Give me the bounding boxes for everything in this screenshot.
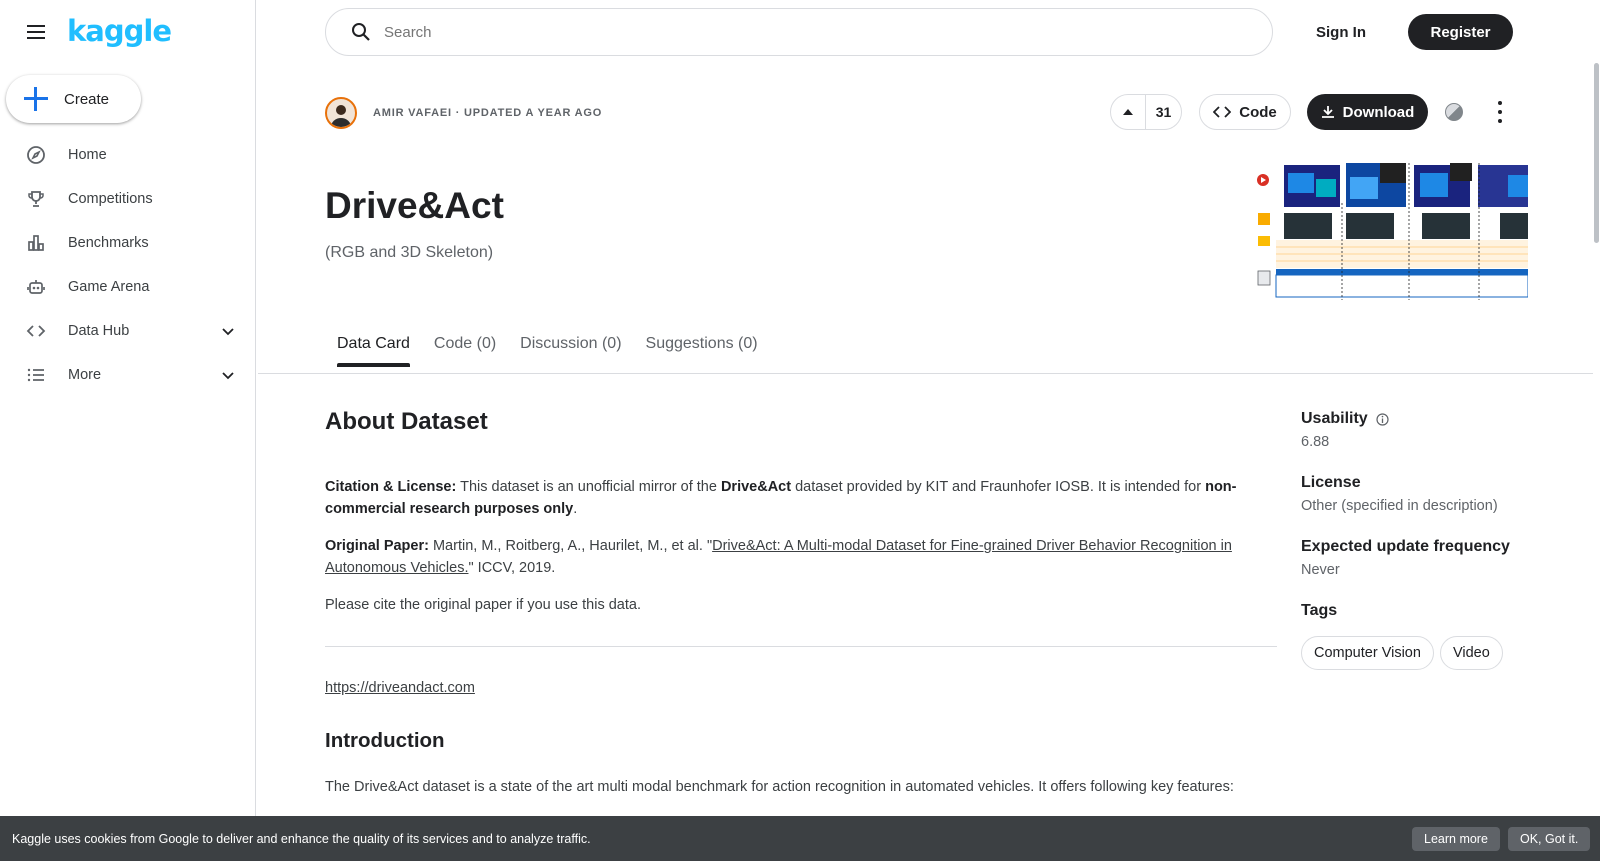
citation-text: dataset provided by KIT and Fraunhofer IOSB. It is intended for	[791, 479, 1206, 495]
website-link[interactable]: https://driveandact.com	[325, 680, 475, 696]
download-button[interactable]	[1307, 94, 1428, 130]
learn-more-button[interactable]: Learn more	[1412, 827, 1500, 851]
sidebar-item-game-arena[interactable]	[0, 265, 256, 309]
citation-bold: Drive&Act	[720, 479, 792, 495]
sidebar-top	[24, 14, 171, 48]
tab-bar	[337, 325, 782, 365]
download-button-label: Download	[1342, 103, 1415, 121]
paper-label: Original Paper:	[325, 538, 429, 554]
upvote-button[interactable]	[1111, 95, 1146, 129]
tag-chip[interactable]: Computer Vision	[1301, 636, 1434, 670]
plus-icon	[22, 85, 50, 113]
register-button[interactable]: Register	[1408, 14, 1513, 50]
usability-heading	[1301, 410, 1541, 428]
more-vert-icon[interactable]	[1497, 101, 1503, 123]
update-frequency-label: Expected update frequency	[1301, 538, 1510, 555]
search-bar[interactable]	[325, 8, 1273, 56]
sidebar-item-benchmarks[interactable]	[0, 221, 256, 265]
citation-label: Citation & License:	[325, 479, 457, 495]
about-heading: About Dataset	[325, 408, 488, 435]
page-title: Drive&Act	[325, 185, 504, 226]
license-value: Other (specified in description)	[1301, 498, 1498, 514]
tabs-divider	[258, 373, 1593, 374]
dataset-thumbnail	[1254, 163, 1528, 300]
tags-label: Tags	[1301, 602, 1338, 619]
scrollbar-thumb[interactable]	[1594, 63, 1599, 243]
sidebar-item-label: Game Arena	[68, 279, 150, 295]
tab-discussion[interactable]: Discussion (0)	[520, 335, 622, 352]
sidebar-item-competitions[interactable]	[0, 177, 256, 221]
usability-label: Usability	[1301, 410, 1368, 427]
vote-count: 31	[1155, 104, 1172, 120]
bar-chart-icon	[26, 233, 46, 253]
sidebar-item-label: Home	[68, 147, 107, 163]
code-button-label: Code	[1239, 103, 1277, 121]
compass-icon	[26, 145, 46, 165]
citation-paragraph	[325, 476, 1277, 520]
introduction-heading: Introduction	[325, 729, 445, 752]
arrow-up-icon	[1122, 106, 1134, 118]
code-icon	[1213, 105, 1231, 119]
citation-bold: non-commercial research purposes only	[325, 479, 1237, 517]
paper-text: Martin, M., Roitberg, A., Haurilet, M., et al. "	[428, 538, 713, 554]
paper-link[interactable]: Drive&Act: A Multi-modal Dataset for Fine-grained Driver Behavior Recognition in Autonomous Vehicles.	[325, 538, 1232, 576]
download-icon	[1321, 105, 1335, 119]
cookie-ok-button[interactable]: OK, Got it.	[1508, 827, 1590, 851]
code-button[interactable]	[1199, 94, 1291, 130]
robot-icon	[26, 277, 46, 297]
license-label: License	[1301, 474, 1361, 491]
scrollbar[interactable]	[1593, 0, 1600, 816]
trophy-icon	[26, 189, 46, 209]
list-icon	[26, 365, 46, 385]
tag-chip[interactable]: Video	[1440, 636, 1503, 670]
create-label: Create	[64, 90, 110, 108]
create-button[interactable]	[6, 75, 141, 123]
info-icon[interactable]	[1376, 413, 1389, 426]
code-icon	[26, 321, 46, 341]
tags-list	[1301, 636, 1541, 670]
sidebar-item-data-hub[interactable]	[0, 309, 256, 353]
about-dataset	[325, 408, 1277, 798]
tab-suggestions[interactable]: Suggestions (0)	[645, 335, 758, 352]
citation-text: This dataset is an unofficial mirror of the	[456, 479, 721, 495]
sidebar-nav	[0, 133, 256, 397]
chevron-down-icon[interactable]	[220, 367, 236, 383]
sign-in-button[interactable]: Sign In	[1316, 23, 1366, 41]
sidebar	[0, 0, 256, 861]
search-input[interactable]	[384, 24, 1184, 41]
page-subtitle: (RGB and 3D Skeleton)	[325, 244, 494, 261]
website-paragraph	[325, 677, 1277, 699]
search-icon	[350, 21, 372, 43]
sidebar-item-home[interactable]	[0, 133, 256, 177]
introduction-text: The Drive&Act dataset is a state of the art multi modal benchmark for action recognition in automated vehicles. It offers following key features:	[325, 779, 1234, 795]
chevron-down-icon[interactable]	[220, 323, 236, 339]
vote-widget	[1110, 94, 1182, 130]
update-frequency-value: Never	[1301, 562, 1340, 578]
sidebar-item-label: Competitions	[68, 191, 153, 207]
cite-note: Please cite the original paper if you use this data.	[325, 597, 641, 613]
usability-value: 6.88	[1301, 434, 1330, 450]
sidebar-item-label: Data Hub	[68, 323, 130, 339]
author-line: AMIR VAFAEI · UPDATED A YEAR AGO	[373, 107, 603, 119]
kaggle-logo[interactable]: kaggle	[67, 14, 171, 48]
sidebar-item-label: Benchmarks	[68, 235, 149, 251]
cookie-text: Kaggle uses cookies from Google to deliver and enhance the quality of its services and to analyze traffic.	[12, 831, 591, 846]
metadata-panel	[1301, 410, 1541, 670]
paper-text: " ICCV, 2019.	[468, 560, 556, 576]
sidebar-item-label: More	[68, 367, 102, 383]
menu-icon[interactable]	[24, 20, 48, 44]
cookie-banner	[0, 816, 1600, 861]
divider	[325, 646, 1277, 647]
paper-paragraph	[325, 535, 1277, 579]
tab-code[interactable]: Code (0)	[433, 335, 497, 352]
citation-text: .	[573, 501, 578, 517]
theme-icon[interactable]	[1445, 103, 1463, 121]
tab-data-card[interactable]: Data Card	[337, 325, 410, 365]
avatar[interactable]	[325, 97, 357, 129]
sidebar-item-more[interactable]	[0, 353, 256, 397]
